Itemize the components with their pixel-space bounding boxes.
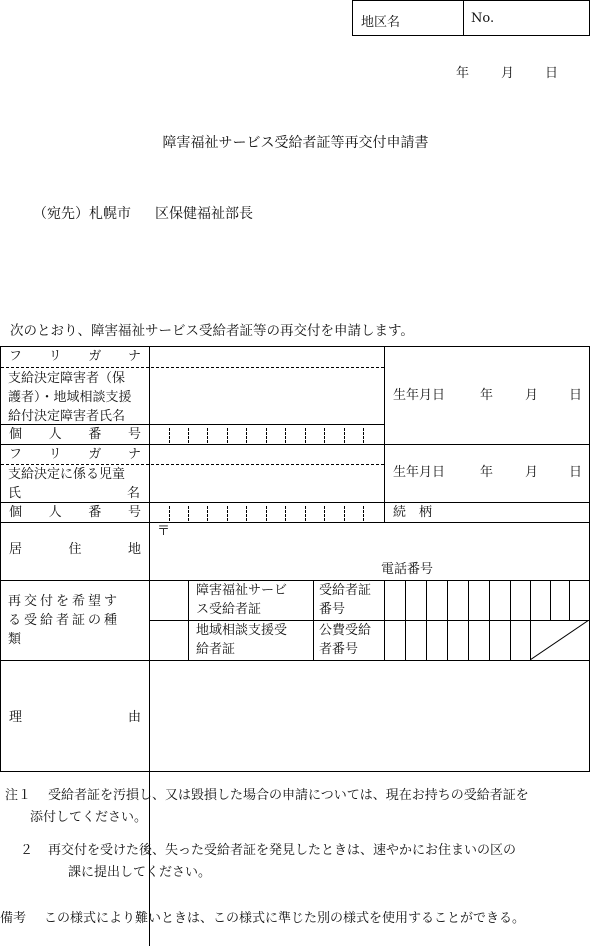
date-month: 月 <box>501 66 515 81</box>
digit-divider <box>207 506 208 521</box>
child-name-label <box>8 465 142 503</box>
digit-divider <box>188 428 189 443</box>
addressee-office: 区保健福祉部長 <box>155 206 253 222</box>
applicant-name-label-line: 給付決定障害者氏名 <box>8 409 126 424</box>
public-number-field[interactable] <box>385 621 529 659</box>
digit-divider <box>266 506 267 521</box>
note2-line2: 課に提出してください。 <box>68 865 212 880</box>
personal-number-char: 番 <box>88 505 102 520</box>
personal-number-char: 個 <box>9 505 23 520</box>
digit-divider <box>227 506 228 521</box>
service-cert-label-line: ス受給者証 <box>196 602 262 617</box>
cert-number-field[interactable] <box>385 581 589 619</box>
applicant-personal-number-field[interactable] <box>151 425 383 443</box>
child-name-label-char: 氏 <box>8 486 22 501</box>
digit-divider <box>363 428 364 443</box>
furigana-char: フ <box>9 349 23 364</box>
personal-number-char: 個 <box>9 427 23 442</box>
relationship-label: 続 柄 <box>393 505 433 520</box>
digit-divider <box>169 428 170 443</box>
digit-divider <box>363 506 364 521</box>
community-cert-checkbox[interactable] <box>151 622 187 659</box>
community-cert-label <box>196 621 287 659</box>
digit-divider <box>266 428 267 443</box>
child-furigana-label <box>9 445 141 464</box>
remark-text: この様式により難いときは、この様式に準じた別の様式を使用することができる。 <box>44 911 526 926</box>
digit-divider <box>305 506 306 521</box>
intro-text: 次のとおり、障害福祉サービス受給者証等の再交付を申請します。 <box>10 323 414 339</box>
phone-field[interactable] <box>441 560 587 578</box>
child-name-label-line: 支給決定に係る児童 <box>8 467 126 482</box>
service-cert-label-line: 障害福祉サービ <box>196 583 288 598</box>
date-day: 日 <box>545 66 559 81</box>
digit-divider <box>227 428 228 443</box>
public-number-label-line: 公費受給 <box>319 623 372 638</box>
public-number-label-line: 者番号 <box>319 642 359 657</box>
digit-divider <box>324 506 325 521</box>
child-personal-number-field[interactable] <box>151 503 383 521</box>
address-label-char: 居 <box>9 542 23 557</box>
desired-cert-label-line: 類 <box>8 632 25 647</box>
note1-line1: 受給者証を汚損し、又は毀損した場合の申請については、現在お持ちの受給者証を <box>48 788 529 803</box>
district-label: 地区名 <box>361 15 401 30</box>
digit-divider <box>305 428 306 443</box>
personal-number-char: 番 <box>88 427 102 442</box>
applicant-birth-month: 月 <box>525 388 539 403</box>
personal-number-char: 号 <box>127 427 141 442</box>
child-birth-year: 年 <box>480 465 494 480</box>
phone-label: 電話番号 <box>381 562 434 577</box>
reason-label-char: 理 <box>9 710 23 725</box>
note2-head: ２ <box>20 843 34 858</box>
furigana-char: ナ <box>127 349 141 364</box>
service-cert-checkbox[interactable] <box>151 582 187 619</box>
address-label <box>9 540 141 559</box>
digit-divider <box>207 428 208 443</box>
digit-divider <box>344 428 345 443</box>
child-birthdate-label: 生年月日 <box>393 465 446 480</box>
public-number-label <box>319 621 371 659</box>
note1-head: 注１ <box>5 788 32 803</box>
page-title: 障害福祉サービス受給者証等再交付申請書 <box>162 135 429 151</box>
grid-line <box>149 522 150 946</box>
cert-number-label-line: 番号 <box>319 602 346 617</box>
reason-field[interactable] <box>151 662 587 770</box>
applicant-birth-day: 日 <box>569 388 583 403</box>
applicant-name-label-line: 支給決定障害者（保 <box>8 371 126 386</box>
grid-line <box>1 660 589 661</box>
community-cert-label-line: 地域相談支援受 <box>196 623 288 638</box>
community-cert-label-line: 給者証 <box>196 642 236 657</box>
furigana-char: リ <box>48 349 62 364</box>
desired-cert-label <box>8 592 143 649</box>
furigana-char: フ <box>9 447 23 462</box>
note2-line1: 再交付を受けた後、失った受給者証を発見したときは、速やかにお住まいの区の <box>48 843 517 858</box>
digit-divider <box>246 428 247 443</box>
addressee-prefix: （宛先）札幌市 <box>33 206 131 222</box>
cert-number-label-line: 受給者証 <box>319 583 372 598</box>
grid-line <box>1 367 384 368</box>
furigana-char: ガ <box>88 349 102 364</box>
applicant-name-field[interactable] <box>151 369 383 423</box>
personal-number-char: 人 <box>48 427 62 442</box>
desired-cert-label-line: る受給者証の種 <box>8 613 121 628</box>
furigana-label <box>9 347 141 366</box>
furigana-char: リ <box>48 447 62 462</box>
grid-line <box>149 347 150 522</box>
digit-divider <box>285 428 286 443</box>
child-name-label-char: 名 <box>126 486 140 501</box>
application-form-table <box>0 346 590 772</box>
address-label-char: 地 <box>127 542 141 557</box>
applicant-name-label <box>8 369 132 426</box>
address-field[interactable] <box>173 525 585 559</box>
applicant-birthdate-label: 生年月日 <box>393 388 446 403</box>
relationship-field[interactable] <box>471 503 587 521</box>
digit-divider <box>285 506 286 521</box>
child-personal-number-label <box>9 503 141 522</box>
district-box <box>352 0 590 36</box>
desired-cert-label-line: 再交付を希望す <box>8 594 121 609</box>
digit-divider <box>169 506 170 521</box>
applicant-name-label-line: 護者）・地域相談支援 <box>8 390 132 405</box>
grid-line <box>384 347 385 522</box>
reason-label-char: 由 <box>127 710 141 725</box>
child-birth-month: 月 <box>525 465 539 480</box>
postal-mark: 〒 <box>157 524 171 539</box>
district-divider <box>463 1 464 35</box>
applicant-furigana-field[interactable] <box>151 347 383 367</box>
service-cert-label <box>196 581 287 619</box>
cert-number-label <box>319 581 371 619</box>
furigana-char: ガ <box>88 447 102 462</box>
digit-divider <box>246 506 247 521</box>
digit-divider <box>188 506 189 521</box>
digit-divider <box>344 506 345 521</box>
address-label-char: 住 <box>68 542 82 557</box>
applicant-birth-year: 年 <box>480 388 494 403</box>
remark-head: 備考 <box>0 911 27 926</box>
personal-number-label <box>9 425 141 444</box>
digit-divider <box>324 428 325 443</box>
reason-label <box>9 708 141 727</box>
child-name-field[interactable] <box>151 465 383 501</box>
personal-number-char: 号 <box>127 505 141 520</box>
personal-number-char: 人 <box>48 505 62 520</box>
child-furigana-field[interactable] <box>151 445 383 463</box>
district-number-field[interactable]: No. <box>471 11 495 26</box>
child-birth-day: 日 <box>569 465 583 480</box>
date-year: 年 <box>456 66 470 81</box>
note1-line2: 添付してください。 <box>30 810 148 825</box>
grid-line <box>1 522 589 523</box>
diagonal-strike <box>530 620 590 661</box>
furigana-char: ナ <box>127 447 141 462</box>
